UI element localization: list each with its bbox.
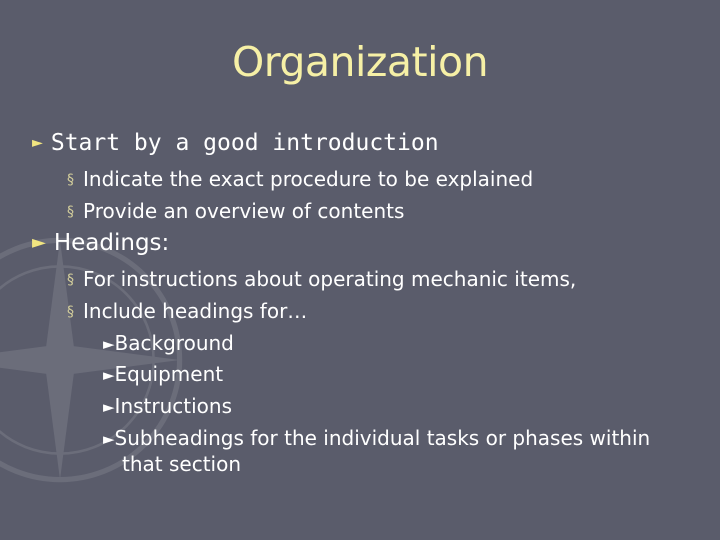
subsub-bullet-text: Instructions [114,394,233,418]
section-sign-icon: § [67,304,74,320]
subsub-bullet-instructions [103,394,232,418]
subsub-bullet-equipment [103,362,223,386]
section-sign-icon: § [67,204,74,220]
sub-bullet-text: Provide an overview of contents [83,199,405,223]
section-sign-icon: § [67,172,74,188]
subsub-bullet-continuation: that section [122,452,242,476]
sub-bullet-text: Indicate the exact procedure to be explained [83,167,534,191]
bullet-text: Headings: [53,230,170,256]
subsub-bullet-background [103,331,234,355]
subsub-bullet-subheadings [103,426,650,450]
right-triangle-icon: ► [103,366,115,384]
sub-bullet-text: For instructions about operating mechanic items, [83,267,577,291]
bullet-headings [32,230,169,256]
sub-bullet-indicate [67,167,533,191]
bullet-text: Start by a good introduction [50,130,439,156]
sub-bullet-instructions [67,267,576,291]
right-triangle-icon: ► [32,132,43,153]
subsub-bullet-text: Subheadings for the individual tasks or phases within [114,426,651,450]
slide-title: Organization [231,38,489,86]
subsub-bullet-text: Background [114,331,234,355]
right-triangle-icon: ► [32,232,46,253]
sub-bullet-text: Include headings for… [83,299,308,323]
bullet-start-intro [32,130,439,156]
sub-bullet-overview [67,199,404,223]
right-triangle-icon: ► [103,398,115,416]
right-triangle-icon: ► [103,430,115,448]
section-sign-icon: § [67,272,74,288]
right-triangle-icon: ► [103,335,115,353]
sub-bullet-include-headings [67,299,307,323]
subsub-bullet-text: Equipment [114,362,224,386]
